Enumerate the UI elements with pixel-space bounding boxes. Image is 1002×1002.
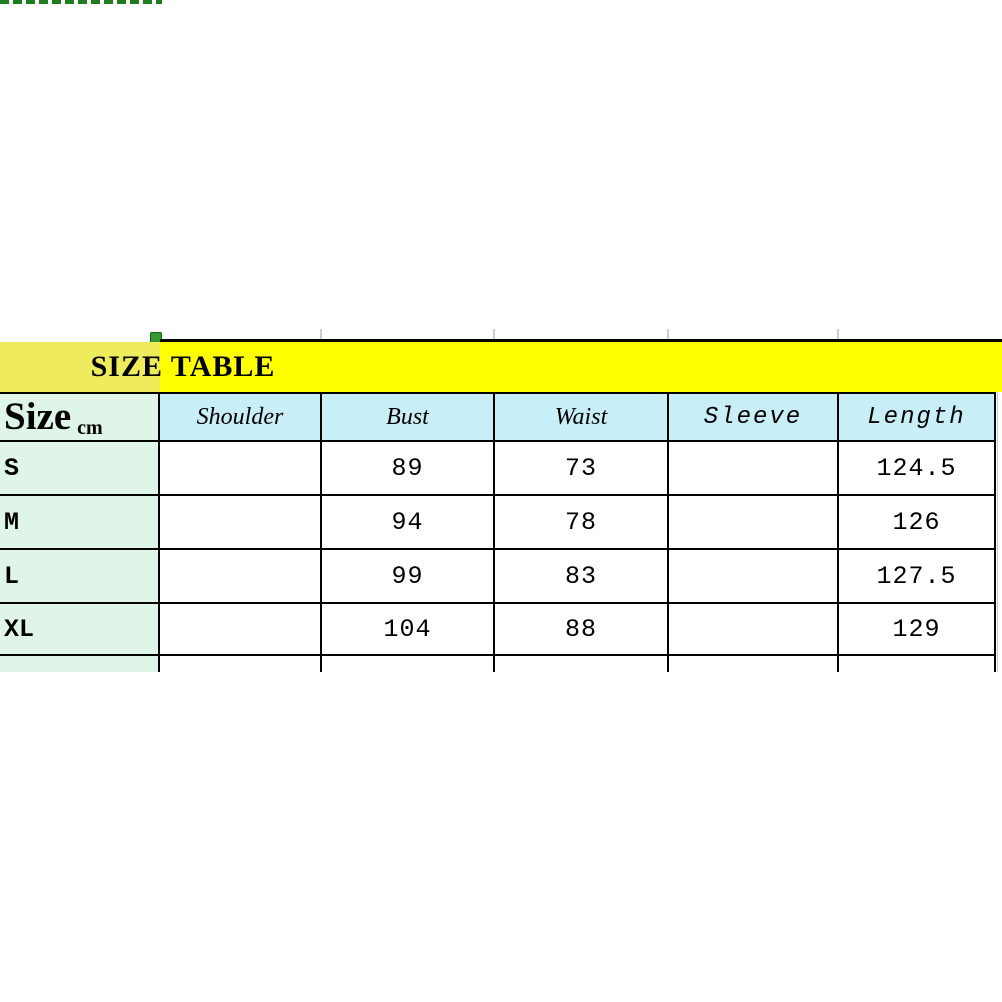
row-size-label: M <box>0 496 158 548</box>
size-header-label: Size <box>4 395 72 438</box>
row-size-label: L <box>0 550 158 602</box>
selection-dashed-border <box>0 0 162 4</box>
row-size-label: S <box>0 442 158 494</box>
size-table <box>0 392 996 672</box>
cell-bust: 104 <box>322 604 493 654</box>
cell-shoulder <box>160 442 320 494</box>
gridline-stub <box>837 329 839 339</box>
column-header-sleeve: Sleeve <box>669 394 837 440</box>
cell-sleeve <box>669 496 837 548</box>
partial-row-cell <box>0 656 158 672</box>
cell-shoulder <box>160 550 320 602</box>
cell-waist: 88 <box>495 604 667 654</box>
table-title: SIZE TABLE <box>90 350 276 383</box>
partial-row-cell <box>160 656 320 672</box>
gridline-stub <box>667 329 669 339</box>
cell-waist: 78 <box>495 496 667 548</box>
cell-length: 129 <box>839 604 994 654</box>
cell-sleeve <box>669 550 837 602</box>
cell-length: 127.5 <box>839 550 994 602</box>
cell-sleeve <box>669 442 837 494</box>
cell-length: 124.5 <box>839 442 994 494</box>
cell-bust: 94 <box>322 496 493 548</box>
row-size-label: XL <box>0 604 158 654</box>
column-header-bust: Bust <box>322 394 493 440</box>
partial-row-cell <box>495 656 667 672</box>
cell-bust: 89 <box>322 442 493 494</box>
column-header-length: Length <box>839 394 994 440</box>
size-unit-label: cm <box>77 417 103 439</box>
cell-shoulder <box>160 496 320 548</box>
partial-row-cell <box>839 656 994 672</box>
gridline-right <box>997 392 998 672</box>
cell-sleeve <box>669 604 837 654</box>
column-header-waist: Waist <box>495 394 667 440</box>
cell-waist: 83 <box>495 550 667 602</box>
cell-waist: 73 <box>495 442 667 494</box>
gridline-stub <box>320 329 322 339</box>
cell-bust: 99 <box>322 550 493 602</box>
gridline-stub <box>493 329 495 339</box>
partial-row-cell <box>669 656 837 672</box>
cell-shoulder <box>160 604 320 654</box>
column-header-shoulder: Shoulder <box>160 394 320 440</box>
size-header-cell <box>0 394 158 440</box>
cell-length: 126 <box>839 496 994 548</box>
partial-row-cell <box>322 656 493 672</box>
